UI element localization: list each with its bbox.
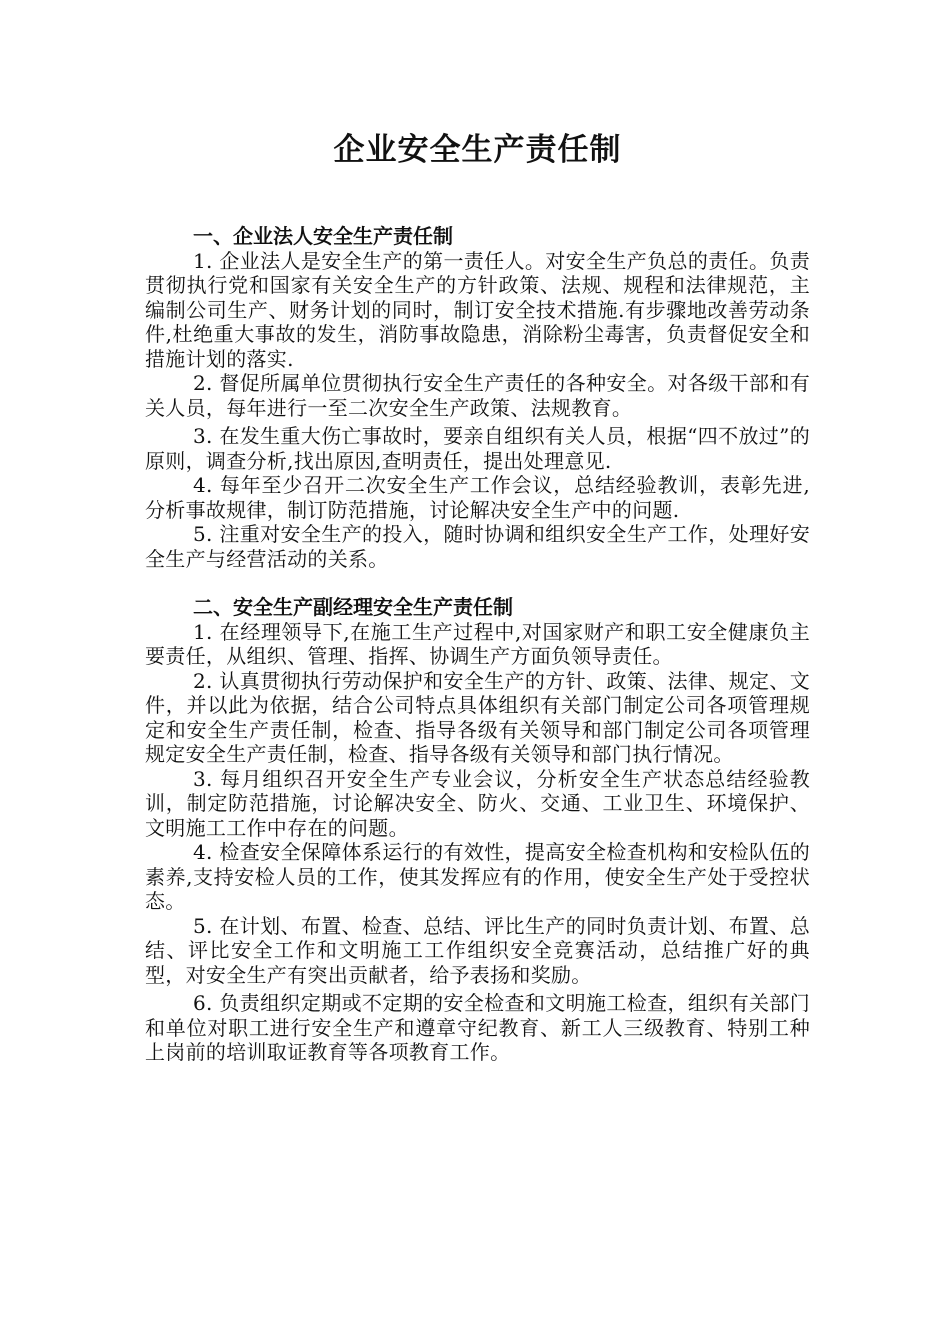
section-legal-representative [145, 224, 810, 571]
paragraph: 2. 督促所属单位贯彻执行安全生产责任的各种安全。对各级干部和有关人员，每年进行一至二次安全生产政策、法规教育。 [145, 371, 810, 420]
paragraph: 5. 注重对安全生产的投入，随时协调和组织安全生产工作，处理好安全生产与经营活动的关系。 [145, 522, 810, 571]
paragraph: 2. 认真贯彻执行劳动保护和安全生产的方针、政策、法律、规定、文件，并以此为依据，结合公司特点具体组织有关部门制定公司各项管理规定和安全生产责任制，检查、指导各级有关领导和部门制定公司各项管理规定安全生产责任制，检查、指导各级有关领导和部门执行情况。 [145, 668, 810, 766]
paragraph: 1. 企业法人是安全生产的第一责任人。对安全生产负总的责任。负责贯彻执行党和国家有关安全生产的方针政策、法规、规程和法律规范，主编制公司生产、财务计划的同时，制订安全技术措施.有步骤地改善劳动条件,杜绝重大事故的发生，消防事故隐患，消除粉尘毒害，负责督促安全和措施计划的落实. [145, 248, 810, 371]
paragraph: 4. 检查安全保障体系运行的有效性，提高安全检查机构和安检队伍的素养,支持安检人员的工作，使其发挥应有的作用，使安全生产处于受控状态。 [145, 840, 810, 913]
paragraph: 6. 负责组织定期或不定期的安全检查和文明施工检查，组织有关部门和单位对职工进行安全生产和遵章守纪教育、新工人三级教育、特别工种上岗前的培训取证教育等各项教育工作。 [145, 991, 810, 1064]
section-safety-deputy-manager [145, 595, 810, 1065]
document-body [145, 224, 810, 1065]
document-title: 企业安全生产责任制 [333, 132, 622, 168]
paragraph: 3. 每月组织召开安全生产专业会议，分析安全生产状态总结经验教训，制定防范措施，讨论解决安全、防火、交通、工业卫生、环境保护、文明施工工作中存在的问题。 [145, 766, 810, 840]
section-heading: 一、企业法人安全生产责任制 [193, 224, 453, 248]
paragraph: 1. 在经理领导下,在施工生产过程中,对国家财产和职工安全健康负主要责任，从组织、管理、指挥、协调生产方面负领导责任。 [145, 619, 810, 668]
paragraph: 4. 每年至少召开二次安全生产工作会议，总结经验教训，表彰先进,分析事故规律，制订防范措施，讨论解决安全生产中的问题. [145, 473, 810, 522]
paragraph: 3. 在发生重大伤亡事故时，要亲自组织有关人员，根据“四不放过”的原则，调查分析,找出原因,查明责任，提出处理意见. [145, 424, 810, 473]
paragraph: 5. 在计划、布置、检查、总结、评比生产的同时负责计划、布置、总结、评比安全工作和文明施工工作组织安全竞赛活动，总结推广好的典型，对安全生产有突出贡献者，给予表扬和奖励。 [145, 913, 810, 987]
section-heading: 二、安全生产副经理安全生产责任制 [193, 595, 513, 619]
